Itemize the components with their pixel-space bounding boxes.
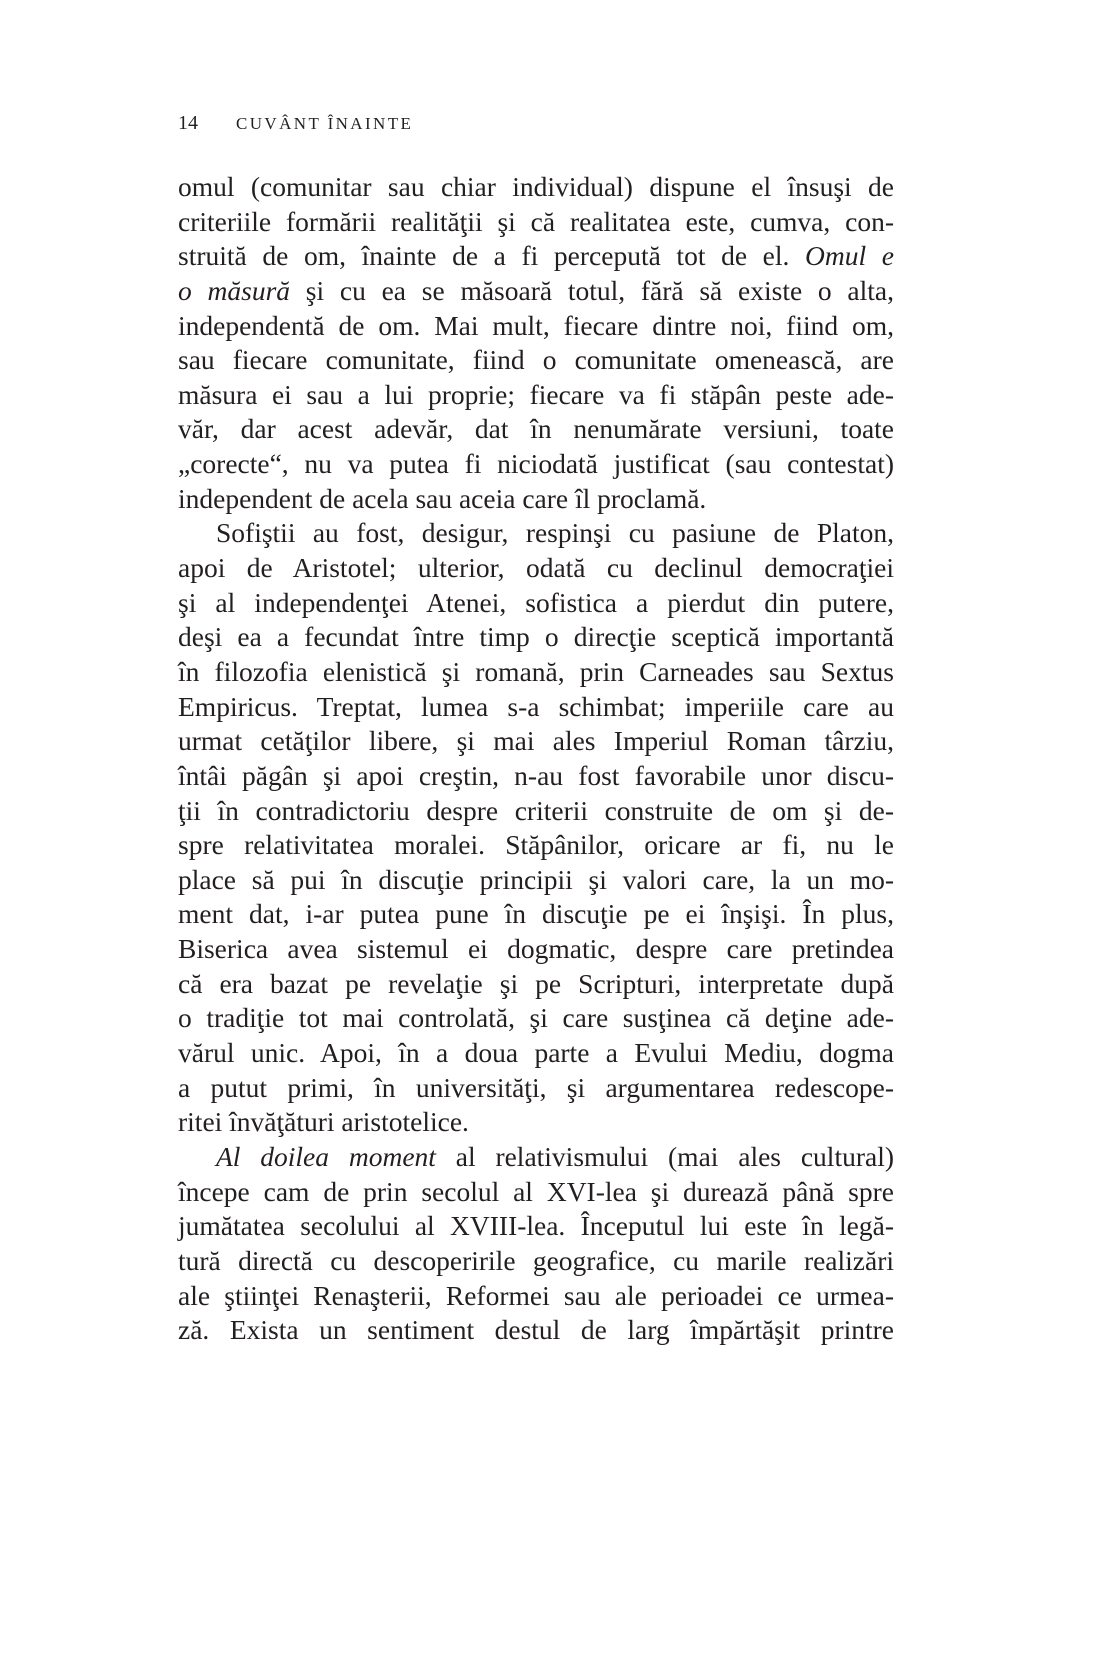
text-line: apoi de Aristotel; ulterior, odată cu declinul democraţiei — [178, 552, 894, 584]
text-line: Sofiştii au fost, desigur, respinşi cu pasiune de Platon, — [216, 517, 894, 549]
text-line: văr, dar acest adevăr, dat în nenumărate versiuni, toate — [178, 413, 894, 445]
text-run: şi cu ea se măsoară totul, fără să existe o alta, — [290, 274, 894, 306]
text-line: ment dat, i-ar putea pune în discuţie pe ei înşişi. În plus, — [178, 898, 894, 930]
text-line: urmat cetăţilor libere, şi mai ales Imperiul Roman târziu, — [178, 725, 894, 757]
text-line: Biserica avea sistemul ei dogmatic, despre care pretindea — [178, 933, 894, 965]
text-line: Empiricus. Treptat, lumea s-a schimbat; imperiile care au — [178, 690, 894, 722]
text-line: întâi păgân şi apoi creştin, n-au fost favorabile unor discu- — [178, 759, 894, 791]
page-number: 14 — [178, 112, 198, 134]
italic-emphasis: o măsură — [178, 274, 291, 306]
text-line: jumătatea secolului al XVIII-lea. Începutul lui este în legă- — [178, 1210, 894, 1242]
text-line: omul (comunitar sau chiar individual) dispune el însuşi de — [178, 171, 894, 202]
text-line: ză. Exista un sentiment destul de larg împărtăşit printre — [178, 1314, 894, 1346]
text-line: criteriile formării realităţii şi că realitatea este, cumva, con- — [178, 205, 894, 237]
text-line: independentă de om. Mai mult, fiecare dintre noi, fiind om, — [178, 309, 894, 341]
text-line: că era bazat pe revelaţie şi pe Scripturi, interpretate după — [178, 967, 894, 999]
text-line: vărul unic. Apoi, în a doua parte a Evului Mediu, dogma — [178, 1037, 894, 1069]
italic-emphasis: Al doilea moment — [216, 1140, 436, 1172]
text-line: tură directă cu descoperirile geografice, cu marile realizări — [178, 1244, 894, 1276]
text-line: şi al independenţei Atenei, sofistica a pierdut din putere, — [178, 586, 894, 618]
text-line: ale ştiinţei Renaşterii, Reformei sau ale perioadei ce urmea- — [178, 1279, 894, 1311]
body-text — [178, 170, 894, 1348]
text-run: struită de om, înainte de a fi percepută tot de el. — [178, 240, 806, 272]
text-line: o tradiţie tot mai controlată, şi care susţinea că deţine ade- — [178, 1002, 894, 1034]
text-line: începe cam de prin secolul al XVI-lea şi durează până spre — [178, 1175, 894, 1207]
text-line: deşi ea a fecundat între timp o direcţie sceptică importantă — [178, 621, 894, 653]
text-line: ţii în contradictoriu despre criterii construite de om şi de- — [178, 794, 894, 826]
paragraph — [178, 516, 894, 1140]
paragraph — [178, 1140, 894, 1348]
paragraph — [178, 170, 894, 516]
text-run: al relativismului (mai ales cultural) — [435, 1140, 894, 1172]
text-line: place să pui în discuţie principii şi valori care, la un mo- — [178, 863, 894, 895]
text-line: sau fiecare comunitate, fiind o comunitate omenească, are — [178, 344, 894, 376]
text-line: a putut primi, în universităţi, şi argumentarea redescope- — [178, 1071, 894, 1103]
chapter-title: CUVÂNT ÎNAINTE — [236, 114, 414, 133]
text-line: ritei învăţături aristotelice. — [178, 1106, 469, 1138]
text-line — [178, 1140, 894, 1175]
text-line: „corecte“, nu va putea fi niciodată justificat (sau contestat) — [178, 448, 894, 480]
text-line: în filozofia elenistică şi romană, prin Carneades sau Sextus — [178, 655, 894, 687]
text-line: spre relativitatea moralei. Stăpânilor, oricare ar fi, nu le — [178, 829, 894, 861]
text-line: măsura ei sau a lui proprie; fiecare va fi stăpân peste ade- — [178, 378, 894, 410]
running-head — [178, 112, 413, 135]
italic-emphasis: Omul e — [805, 240, 894, 272]
text-line — [178, 274, 894, 309]
text-line — [178, 239, 894, 274]
text-line: independent de acela sau aceia care îl proclamă. — [178, 482, 707, 514]
